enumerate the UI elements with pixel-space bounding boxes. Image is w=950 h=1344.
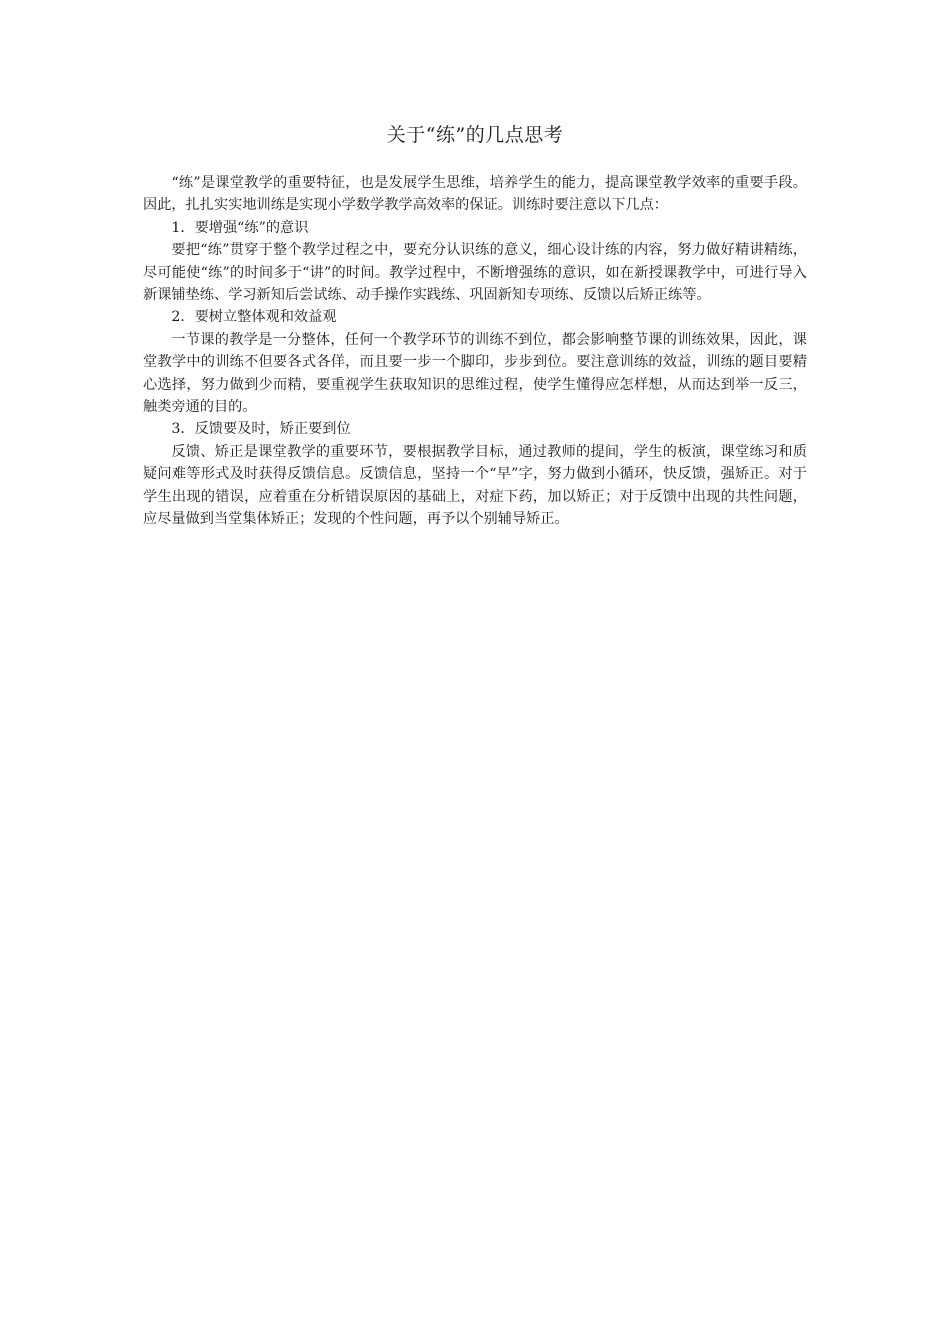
section-3-body: 反馈、矫正是课堂教学的重要环节，要根据教学目标，通过教师的提间，学生的板演，课堂练习和质疑问难等形式及时获得反馈信息。反馈信息，坚持一个“早”字，努力做到小循环，快反馈，强矫正。对于学生出现的错误，应着重在分析错误原因的基础上，对症下药，加以矫正；对于反馈中出现的共性问题，应尽量做到当堂集体矫正；发现的个性问题，再予以个别辅导矫正。 [143, 443, 807, 528]
section-1-heading: 1．要增强“练”的意识 [171, 219, 309, 236]
intro-paragraph: “练”是课堂教学的重要特征，也是发展学生思维，培养学生的能力，提高课堂教学效率的重要手段。因此，扎扎实实地训练是实现小学数学教学高效率的保证。训练时要注意以下几点： [143, 175, 807, 214]
document-page [143, 120, 807, 531]
section-2-heading: 2．要树立整体观和效益观 [171, 309, 337, 326]
section-2-body: 一节课的教学是一分整体，任何一个教学环节的训练不到位，都会影响整节课的训练效果，因此，课堂教学中的训练不但要各式各佯，而且要一步一个脚印，步步到位。要注意训练的效益，训练的题目要精心选择，努力做到少而精，要重视学生获取知识的思维过程，使学生懂得应怎样想，从而达到举一反三，触类旁通的目的。 [143, 331, 807, 416]
document-title: 关于“练”的几点思考 [386, 124, 564, 146]
section-3-heading: 3．反馈要及时，矫正要到位 [171, 421, 351, 438]
section-1-body: 要把“练”贯穿于整个教学过程之中，要充分认识练的意义，细心设计练的内容，努力做好精讲精练，尽可能使“练”的时间多于“讲”的时间。教学过程中，不断增强练的意识，如在新授课教学中，可进行导入新课铺垫练、学习新知后尝试练、动手操作实践练、巩固新知专项练、反馈以后矫正练等。 [143, 242, 807, 304]
